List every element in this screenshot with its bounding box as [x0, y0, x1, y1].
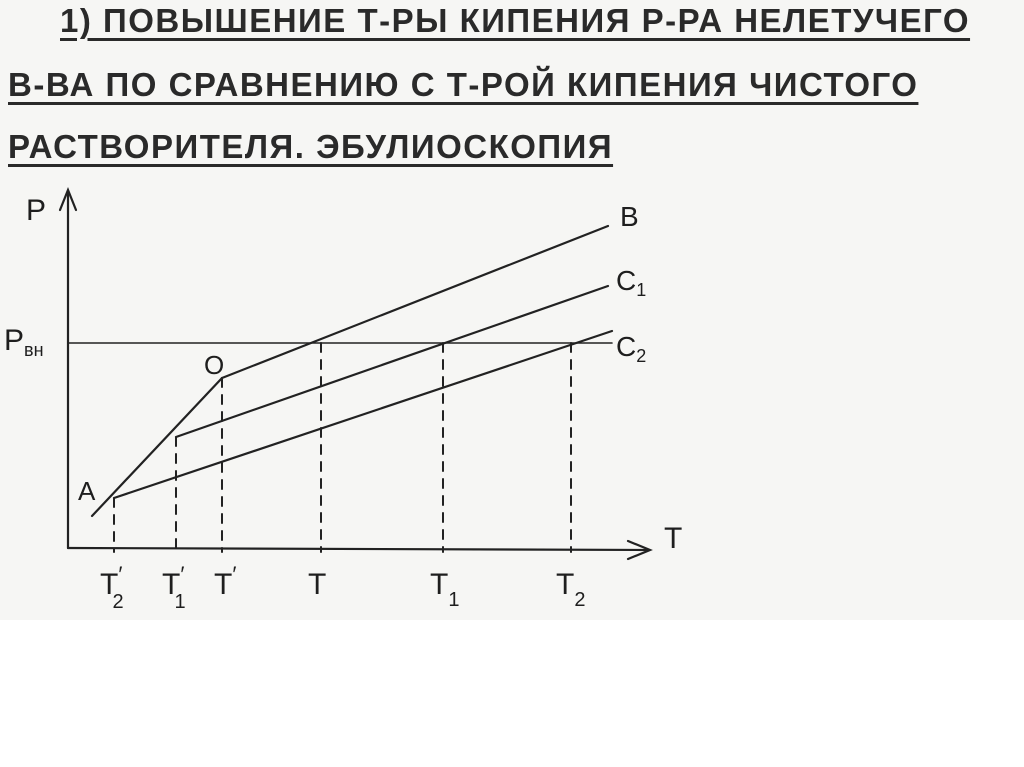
curve-a-o [92, 378, 222, 516]
p-ext-label: $P_{вн}$ [4, 324, 44, 360]
curve-c2-label: $C_2$ [616, 331, 647, 366]
curve-c1-label: $C_1$ [616, 265, 647, 300]
x-axis [68, 548, 648, 550]
tick-t1: $T_1$ [430, 568, 460, 611]
x-axis-label: T [664, 522, 683, 555]
curve-b-label: B [620, 201, 639, 232]
heading-line-3: РАСТВОРИТЕЛЯ. ЭБУЛИОСКОПИЯ [8, 128, 614, 165]
curve-b [222, 226, 608, 378]
heading-line-1: 1) ПОВЫШЕНИЕ Т-РЫ КИПЕНИЯ Р-РА НЕЛЕТУЧЕГО [60, 2, 971, 39]
point-o-label: O [204, 350, 225, 380]
tick-t2: $T_2$ [556, 568, 586, 611]
tick-t: T [308, 568, 327, 601]
tick-t1-prime: T′ 1 [162, 562, 186, 613]
curve-c1 [176, 286, 608, 437]
tick-t-prime: T′ [214, 562, 237, 601]
y-axis-label: P [26, 194, 47, 227]
point-a-label: A [78, 476, 96, 506]
heading-line-2: В-ВА ПО СРАВНЕНИЮ С Т-РОЙ КИПЕНИЯ ЧИСТОГО [8, 66, 919, 103]
tick-t2-prime: T′ 2 [100, 562, 124, 613]
